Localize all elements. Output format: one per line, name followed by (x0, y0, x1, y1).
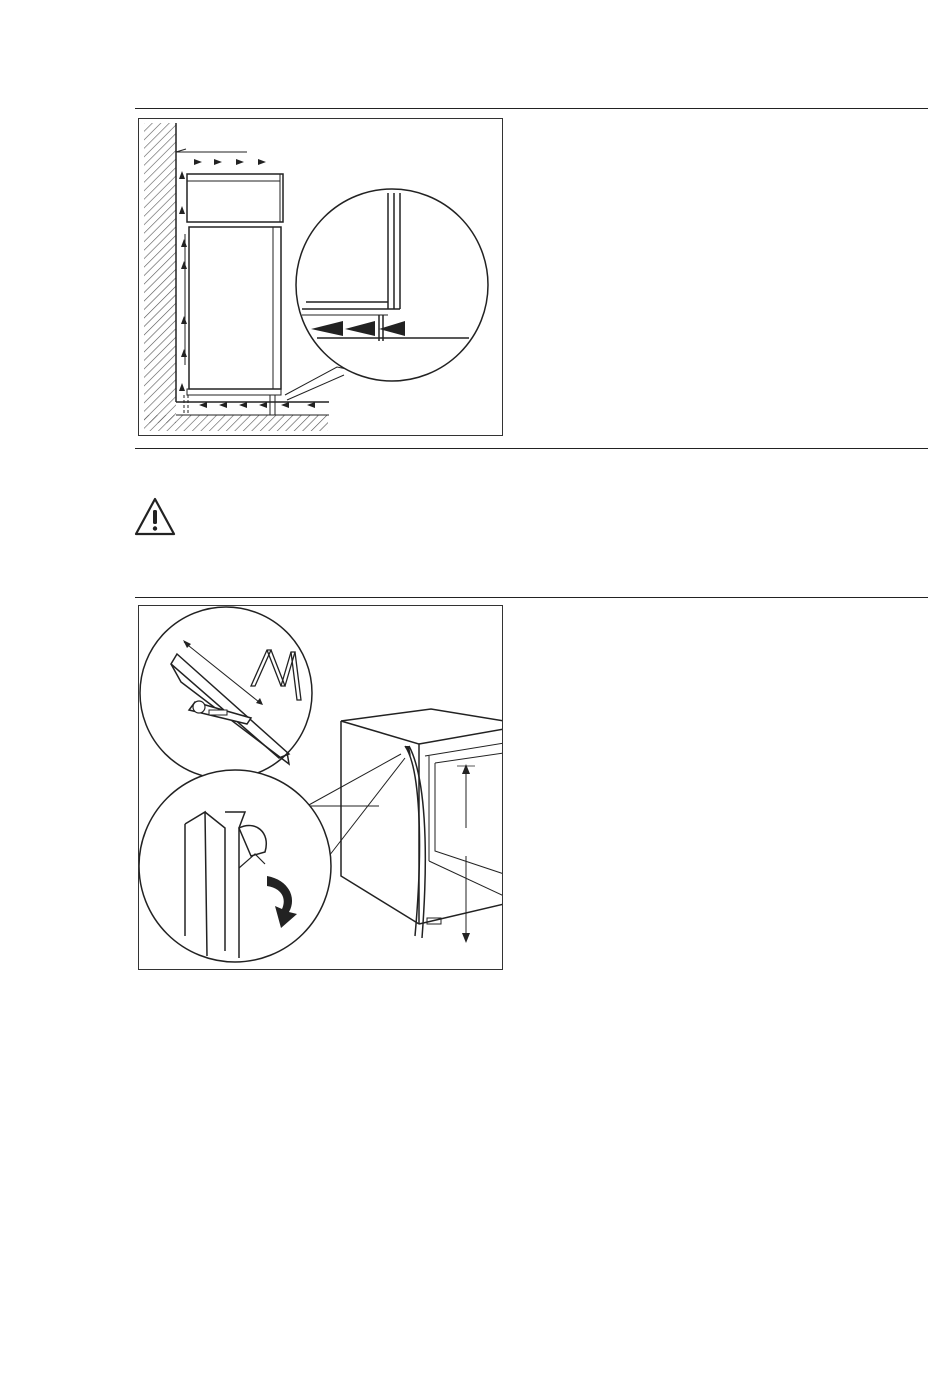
peel-seal-magnifier (139, 770, 331, 962)
airflow-top-arrows (194, 159, 266, 165)
airflow-back-arrows (179, 171, 187, 391)
section-divider-top (135, 108, 928, 109)
cut-seal-magnifier (140, 607, 312, 779)
airflow-floor-arrows (199, 402, 315, 408)
appliance-body (189, 227, 281, 389)
ventilation-diagram (138, 118, 503, 436)
appliance-cabinet (341, 709, 503, 943)
door-seal-diagram (138, 605, 503, 970)
floor-hatch (144, 415, 328, 431)
ventilation-diagram-drawing (139, 119, 503, 436)
section-divider-warning (135, 597, 928, 598)
plinth (187, 389, 281, 395)
wall-hatch (144, 123, 176, 423)
detail-magnifier (296, 189, 488, 381)
warning-triangle-icon (133, 496, 177, 538)
section-divider-middle (135, 448, 928, 449)
door-seal-diagram-drawing (139, 606, 503, 970)
